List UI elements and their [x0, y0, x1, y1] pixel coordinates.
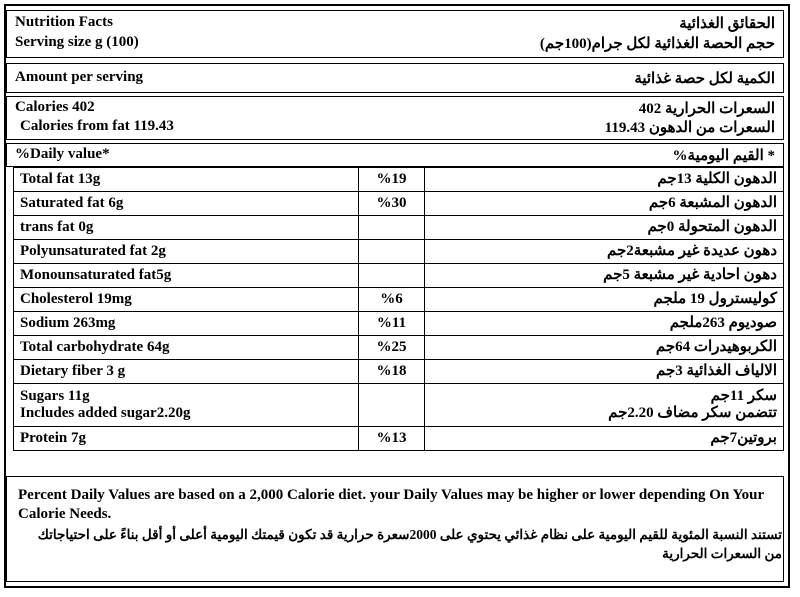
daily-value-percent: %25: [359, 336, 425, 360]
serving-size-ar: حجم الحصة الغذائية لكل جرام(100جم): [539, 36, 775, 52]
daily-value-en: %Daily value*: [15, 146, 110, 162]
table-row: [14, 216, 784, 240]
amount-per-serving-ar: الكمية لكل حصة غذائية: [634, 71, 775, 87]
daily-value-percent: [359, 264, 425, 288]
nutrient-ar: الدهون الكلية 13جم: [425, 168, 784, 192]
nutrient-table: [13, 167, 784, 451]
nutrient-ar: الالياف الغذائية 3جم: [425, 360, 784, 384]
nutrient-en: Total carbohydrate 64g: [14, 336, 359, 360]
nutrient-ar: الدهون المشبعة 6جم: [425, 192, 784, 216]
nutrient-en: Saturated fat 6g: [14, 192, 359, 216]
calories-from-fat-ar: السعرات من الدهون 119.43: [604, 120, 775, 136]
nutrient-en: Dietary fiber 3 g: [14, 360, 359, 384]
nutrient-ar: الدهون المتحولة 0جم: [425, 216, 784, 240]
calories-en: Calories 402: [15, 99, 95, 115]
sugars-en: Sugars 11g: [20, 388, 90, 404]
nutrient-ar: الكربوهيدرات 64جم: [425, 336, 784, 360]
calories-ar: السعرات الحرارية 402: [638, 101, 775, 117]
table-row: [14, 192, 784, 216]
sugars-ar: سكر 11جم: [710, 388, 777, 404]
nutrient-en: Cholesterol 19mg: [14, 288, 359, 312]
table-row: [14, 312, 784, 336]
nutrient-ar: دهون عديدة غير مشبعة2جم: [425, 240, 784, 264]
nutrient-en-cell: [14, 384, 359, 427]
table-row: [14, 288, 784, 312]
daily-value-percent: %30: [359, 192, 425, 216]
daily-value-percent: %11: [359, 312, 425, 336]
calories-from-fat-en: Calories from fat 119.43: [20, 118, 174, 134]
footnote-ar: تستند النسبة المئوية للقيم اليومية على نظام غذائي يحتوي على 2000سعرة حرارية قد تكون قيمتك اليومية أعلى أو أقل بناءً على احتياجاتك من السعرات الحرارية: [37, 527, 782, 561]
amount-section: [6, 63, 784, 93]
nutrient-en: Polyunsaturated fat 2g: [14, 240, 359, 264]
footnote-en: Percent Daily Values are based on a 2,000 Calorie diet. your Daily Values may be higher or lower depending On Your Calorie Needs.: [18, 487, 764, 522]
table-row: [14, 336, 784, 360]
table-row: [14, 384, 784, 427]
table-row: [14, 240, 784, 264]
daily-value-percent: %6: [359, 288, 425, 312]
daily-value-percent: [359, 384, 425, 427]
daily-value-section: [6, 143, 784, 167]
table-row: [14, 264, 784, 288]
daily-value-percent: [359, 240, 425, 264]
table-row: [14, 360, 784, 384]
daily-value-percent: %18: [359, 360, 425, 384]
nutrient-ar-cell: [425, 384, 784, 427]
nutrient-en: Total fat 13g: [14, 168, 359, 192]
nutrient-en: Protein 7g: [14, 427, 359, 451]
nutrient-en: Sodium 263mg: [14, 312, 359, 336]
header-section: [6, 10, 784, 58]
nutrient-ar: كوليسترول 19 ملجم: [425, 288, 784, 312]
nutrient-en: trans fat 0g: [14, 216, 359, 240]
amount-per-serving-en: Amount per serving: [15, 69, 144, 85]
nutrient-ar: دهون احادية غير مشبعة 5جم: [425, 264, 784, 288]
table-row: [14, 427, 784, 451]
title-ar: الحقائق الغذائية: [679, 16, 775, 32]
added-sugar-en: Includes added sugar2.20g: [20, 405, 191, 421]
title-en: Nutrition Facts: [15, 14, 113, 30]
calories-section: [6, 96, 784, 140]
daily-value-percent: %19: [359, 168, 425, 192]
daily-value-percent: %13: [359, 427, 425, 451]
nutrient-ar: صوديوم 263ملجم: [425, 312, 784, 336]
added-sugar-ar: تتضمن سكر مضاف 2.20جم: [608, 405, 777, 421]
nutrient-ar: بروتين7جم: [425, 427, 784, 451]
serving-size-en: Serving size g (100): [15, 34, 139, 50]
table-row: [14, 168, 784, 192]
daily-value-ar: * القيم اليومية%: [672, 148, 775, 164]
nutrient-en: Monounsaturated fat5g: [14, 264, 359, 288]
daily-value-percent: [359, 216, 425, 240]
